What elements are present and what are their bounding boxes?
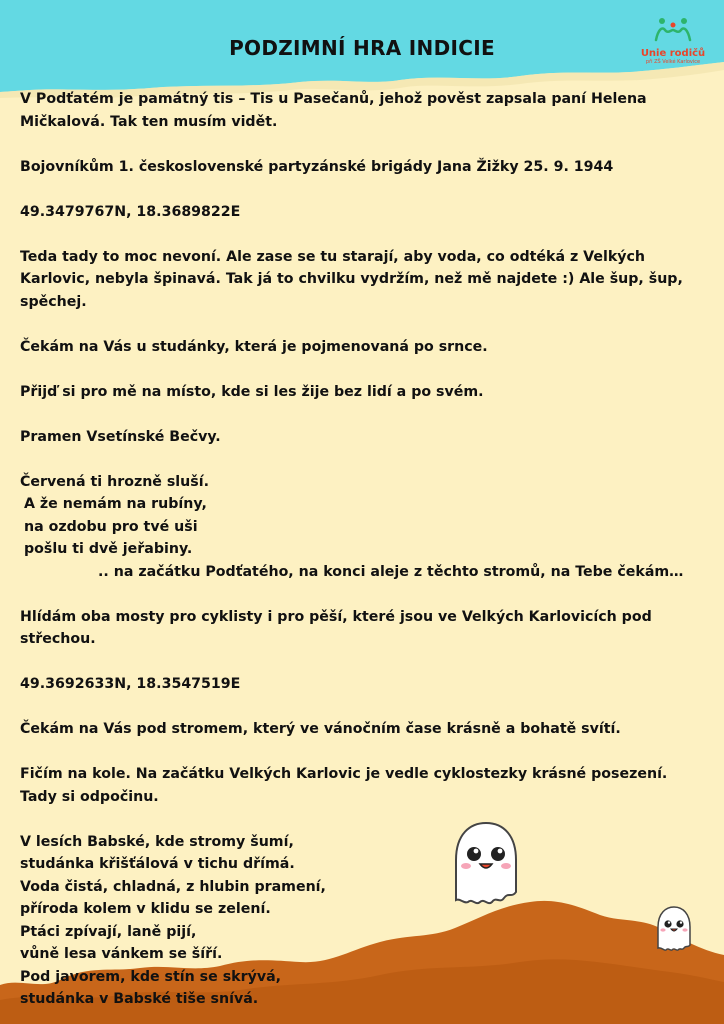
logo [640, 16, 706, 65]
poem1-line: na ozdobu pro tvé uši [24, 518, 198, 535]
poem2-line: Pod javorem, kde stín se skrývá, [20, 968, 282, 985]
poem2-line: Voda čistá, chladná, z hlubin pramení, [20, 878, 326, 895]
clue-11: Fičím na kole. Na začátku Velkých Karlovic je vedle cyklostezky krásné posezení. Tady si odpočinu. [20, 766, 668, 805]
clue-4: Teda tady to moc nevoní. Ale zase se tu starají, aby voda, co odtéká z Velkých Karlovic, nebyla špinavá. Tak já to chvilku vydržím, než mě najdete :) Ale šup, šup, spěchej. [20, 248, 683, 310]
poem1-line: A že nemám na rubíny, [24, 496, 207, 512]
poem1-line: Červená ti hrozně sluší. [20, 473, 209, 490]
clue-7: Pramen Vsetínské Bečvy. [20, 428, 221, 445]
clue-6: Přijď si pro mě na místo, kde si les žije bez lidí a po svém. [20, 383, 484, 400]
poem2-line: Ptáci zpívají, laně pijí, [20, 923, 197, 940]
clue-5: Čekám na Vás u studánky, která je pojmenovaná po srnce. [20, 338, 488, 355]
page-title: PODZIMNÍ HRA INDICIE [229, 36, 495, 60]
poem1-line: pošlu ti dvě jeřabiny. [24, 541, 193, 557]
logo-name: Unie rodičů [640, 48, 706, 59]
logo-subtitle: při ZŠ Velké Karlovice [645, 59, 701, 65]
poem2-line: V lesích Babské, kde stromy šumí, [20, 833, 294, 850]
clue-10: Čekám na Vás pod stromem, který ve vánočním čase krásně a bohatě svítí. [20, 721, 621, 737]
clue-9-coordinates: 49.3692633N, 18.3547519E [20, 676, 241, 692]
poem2-line: studánka v Babské tiše snívá. [20, 991, 259, 1007]
clue-2: Bojovníkům 1. československé partyzánské brigády Jana Žižky 25. 9. 1944 [20, 158, 614, 175]
ghost-icon [448, 820, 524, 906]
poem2-line: studánka křišťálová v tichu dřímá. [20, 856, 295, 872]
poem2-line: vůně lesa vánkem se šíří. [20, 946, 223, 962]
family-logo-icon [653, 16, 693, 42]
clue-8: Hlídám oba mosty pro cyklisty i pro pěší, které jsou ve Velkých Karlovicích pod střechou. [20, 608, 652, 647]
clue-list [20, 88, 700, 1011]
clue-3-coordinates: 49.3479767N, 18.3689822E [20, 203, 241, 220]
clue-1: V Podťatém je památný tis – Tis u Pasečanů, jehož pověst zapsala paní Helena Mičkalová. Tak ten musím vidět. [20, 91, 647, 130]
poem1-ending: .. na začátku Podťatého, na konci aleje z těchto stromů, na Tebe čekám… [98, 563, 684, 580]
small-ghost-icon [654, 905, 694, 951]
poem2-line: příroda kolem v klidu se zelení. [20, 901, 271, 917]
